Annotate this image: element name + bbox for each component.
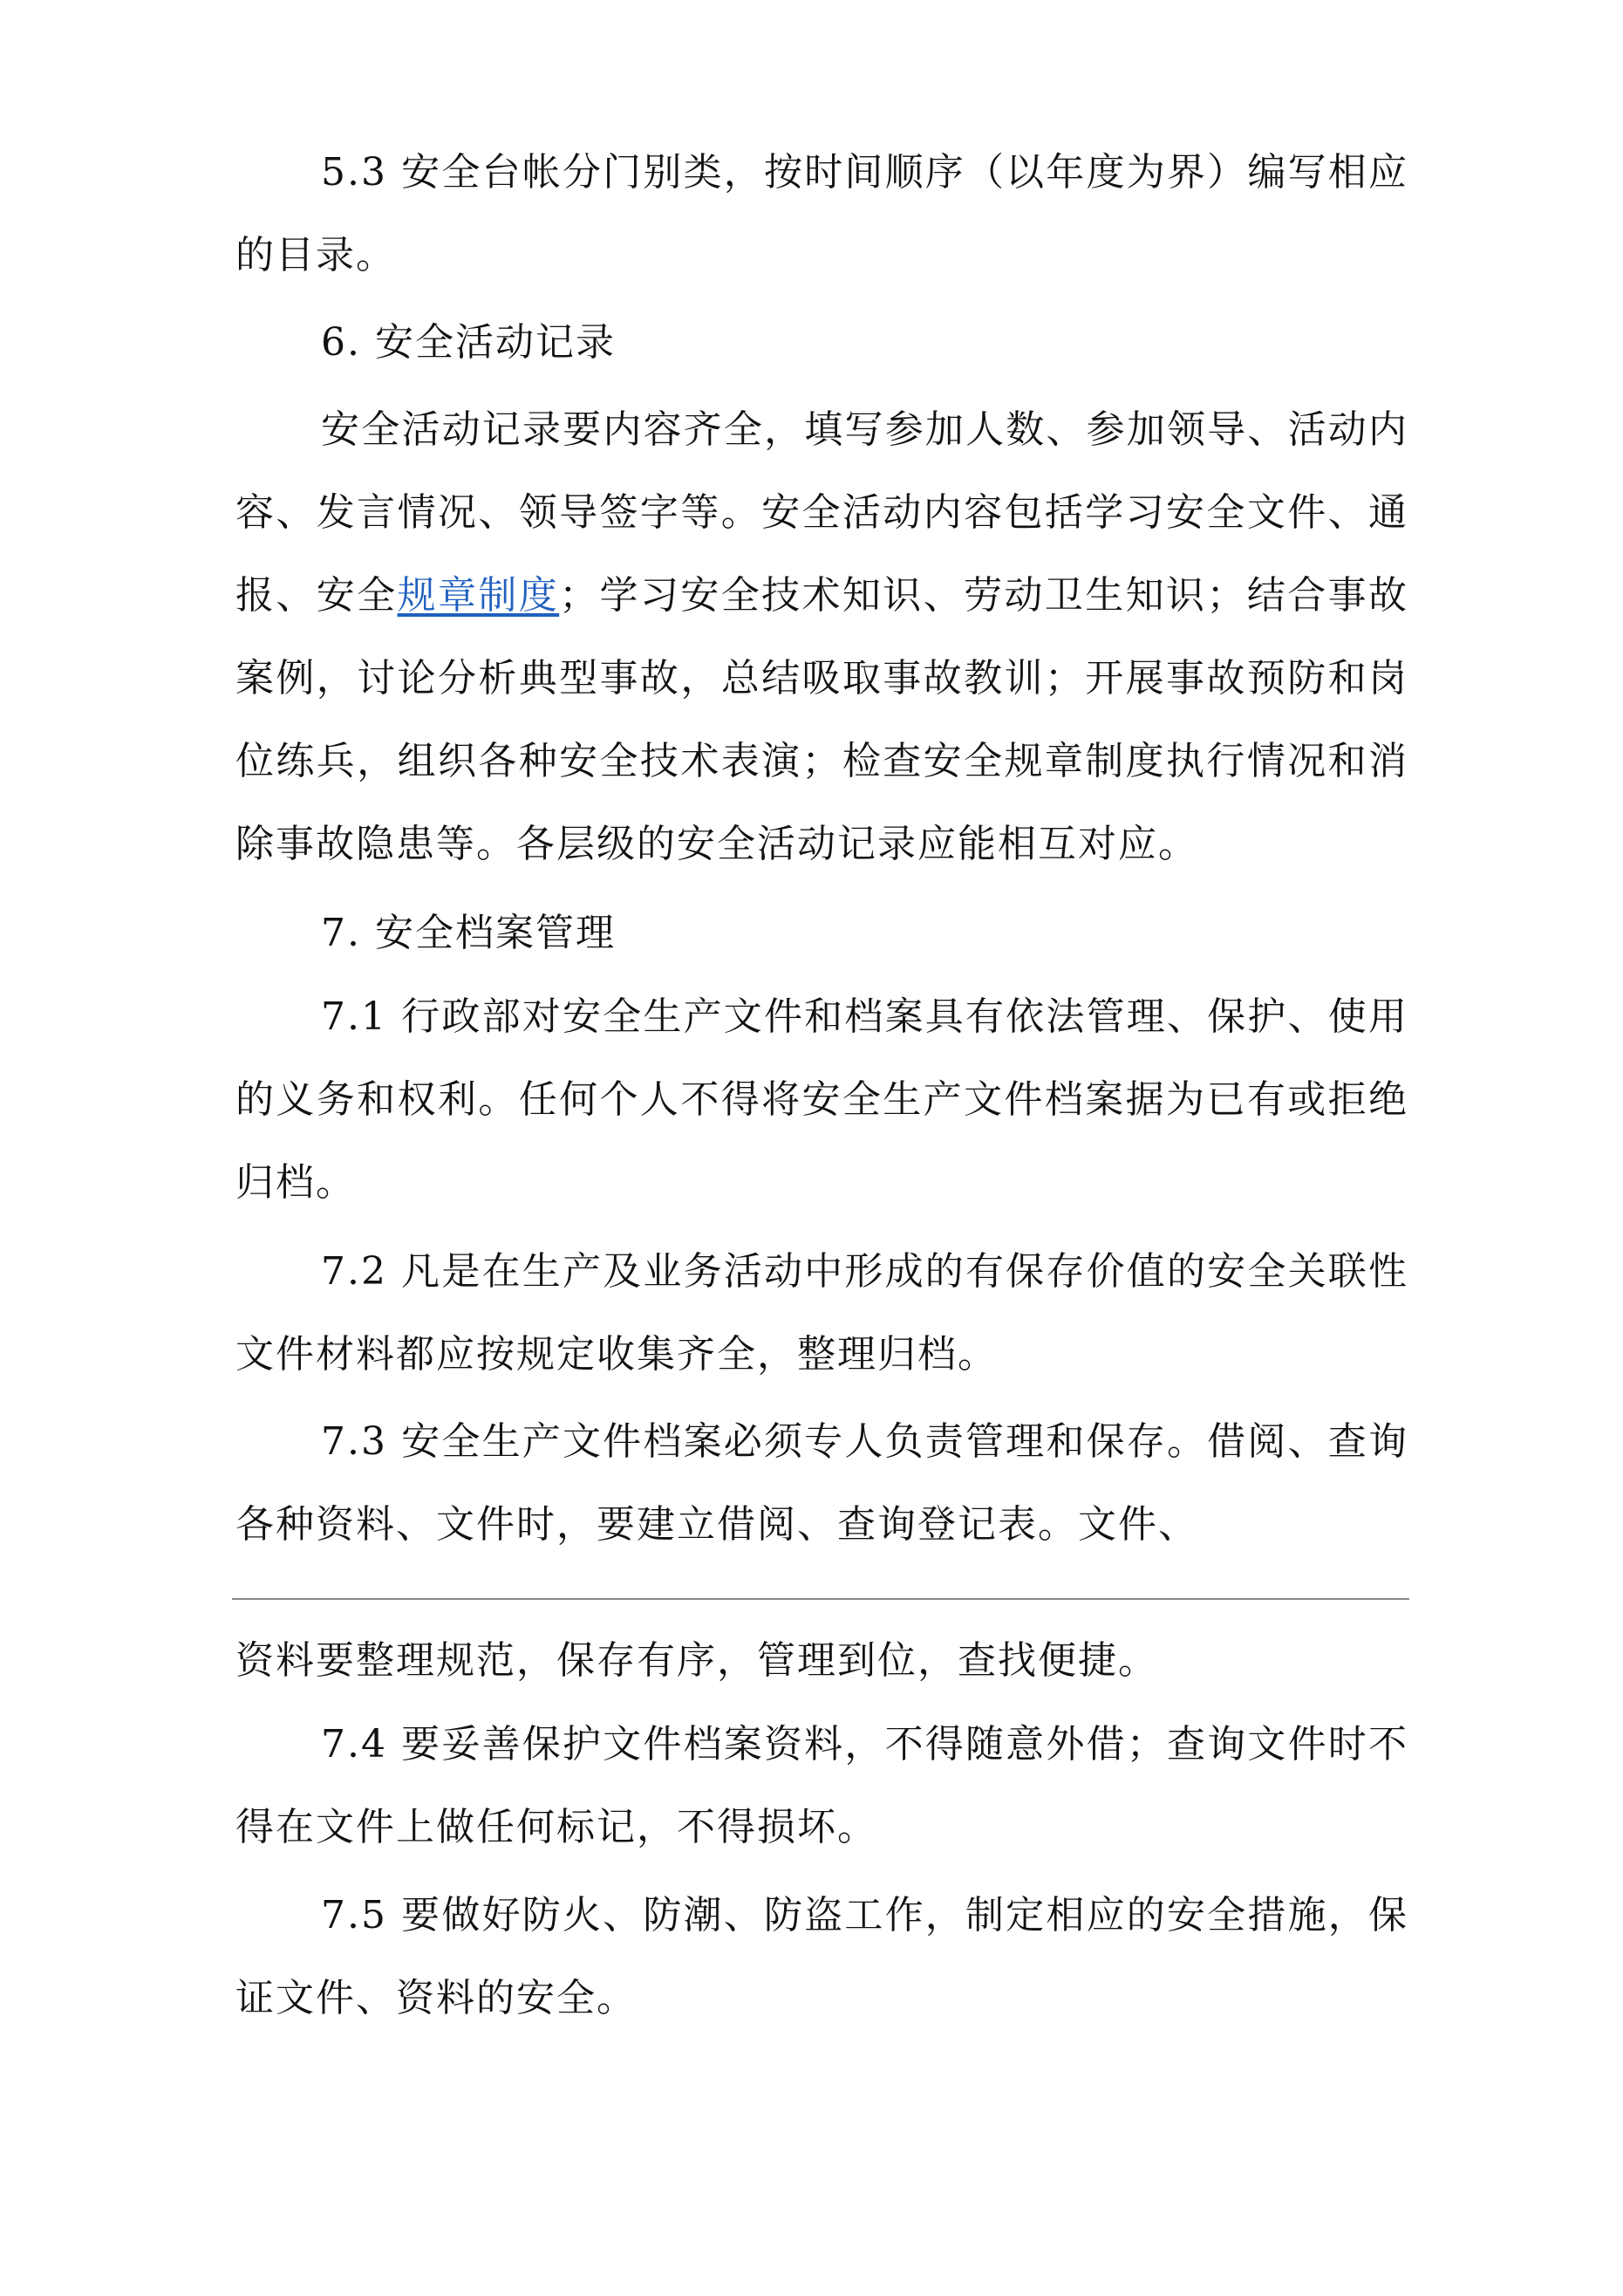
paragraph-7-2: 7.2 凡是在生产及业务活动中形成的有保存价值的安全关联性文件材料都应按规定收集齐全，整理归档。 bbox=[235, 1249, 1408, 1377]
paragraph-7-1: 7.1 行政部对安全生产文件和档案具有依法管理、保护、使用的义务和权利。任何个人不得将安全生产文件档案据为已有或拒绝归档。 bbox=[235, 994, 1408, 1205]
paragraph-7-5: 7.5 要做好防火、防潮、防盗工作，制定相应的安全措施，保证文件、资料的安全。 bbox=[235, 1893, 1408, 2020]
page-divider bbox=[232, 1598, 1409, 1600]
paragraph-6-text-b: ；学习安全技术知识、劳动卫生知识；结合事故案例，讨论分析典型事故，总结吸取事故教训；开展事故预防和岗位练兵，组织各种安全技术表演；检查安全规章制度执行情况和消除事故隐患等。各层级的安全活动记录应能相互对应。 bbox=[235, 573, 1409, 866]
heading-6: 6. 安全活动记录 bbox=[321, 320, 616, 365]
heading-7: 7. 安全档案管理 bbox=[321, 911, 616, 955]
paragraph-7-3: 7.3 安全生产文件档案必须专人负责管理和保存。借阅、查询各种资料、文件时，要建立借阅、查询登记表。文件、 bbox=[235, 1419, 1408, 1547]
regulations-link[interactable]: 规章制度 bbox=[397, 573, 560, 618]
paragraph-7-3-continued: 资料要整理规范，保存有序，管理到位，查找便捷。 bbox=[235, 1638, 1158, 1683]
paragraph-7-4: 7.4 要妥善保护文件档案资料，不得随意外借；查询文件时不得在文件上做任何标记，不得损坏。 bbox=[235, 1722, 1408, 1849]
paragraph-6 bbox=[235, 388, 1408, 885]
paragraph-5-3: 5.3 安全台帐分门别类，按时间顺序（以年度为界）编写相应的目录。 bbox=[235, 150, 1408, 277]
paragraph-6-text-a: 安全活动记录要内容齐全，填写参加人数、参加领导、活动内容、发言情况、领导签字等。安全活动内容包括学习安全文件、通报、安全 bbox=[235, 407, 1408, 618]
